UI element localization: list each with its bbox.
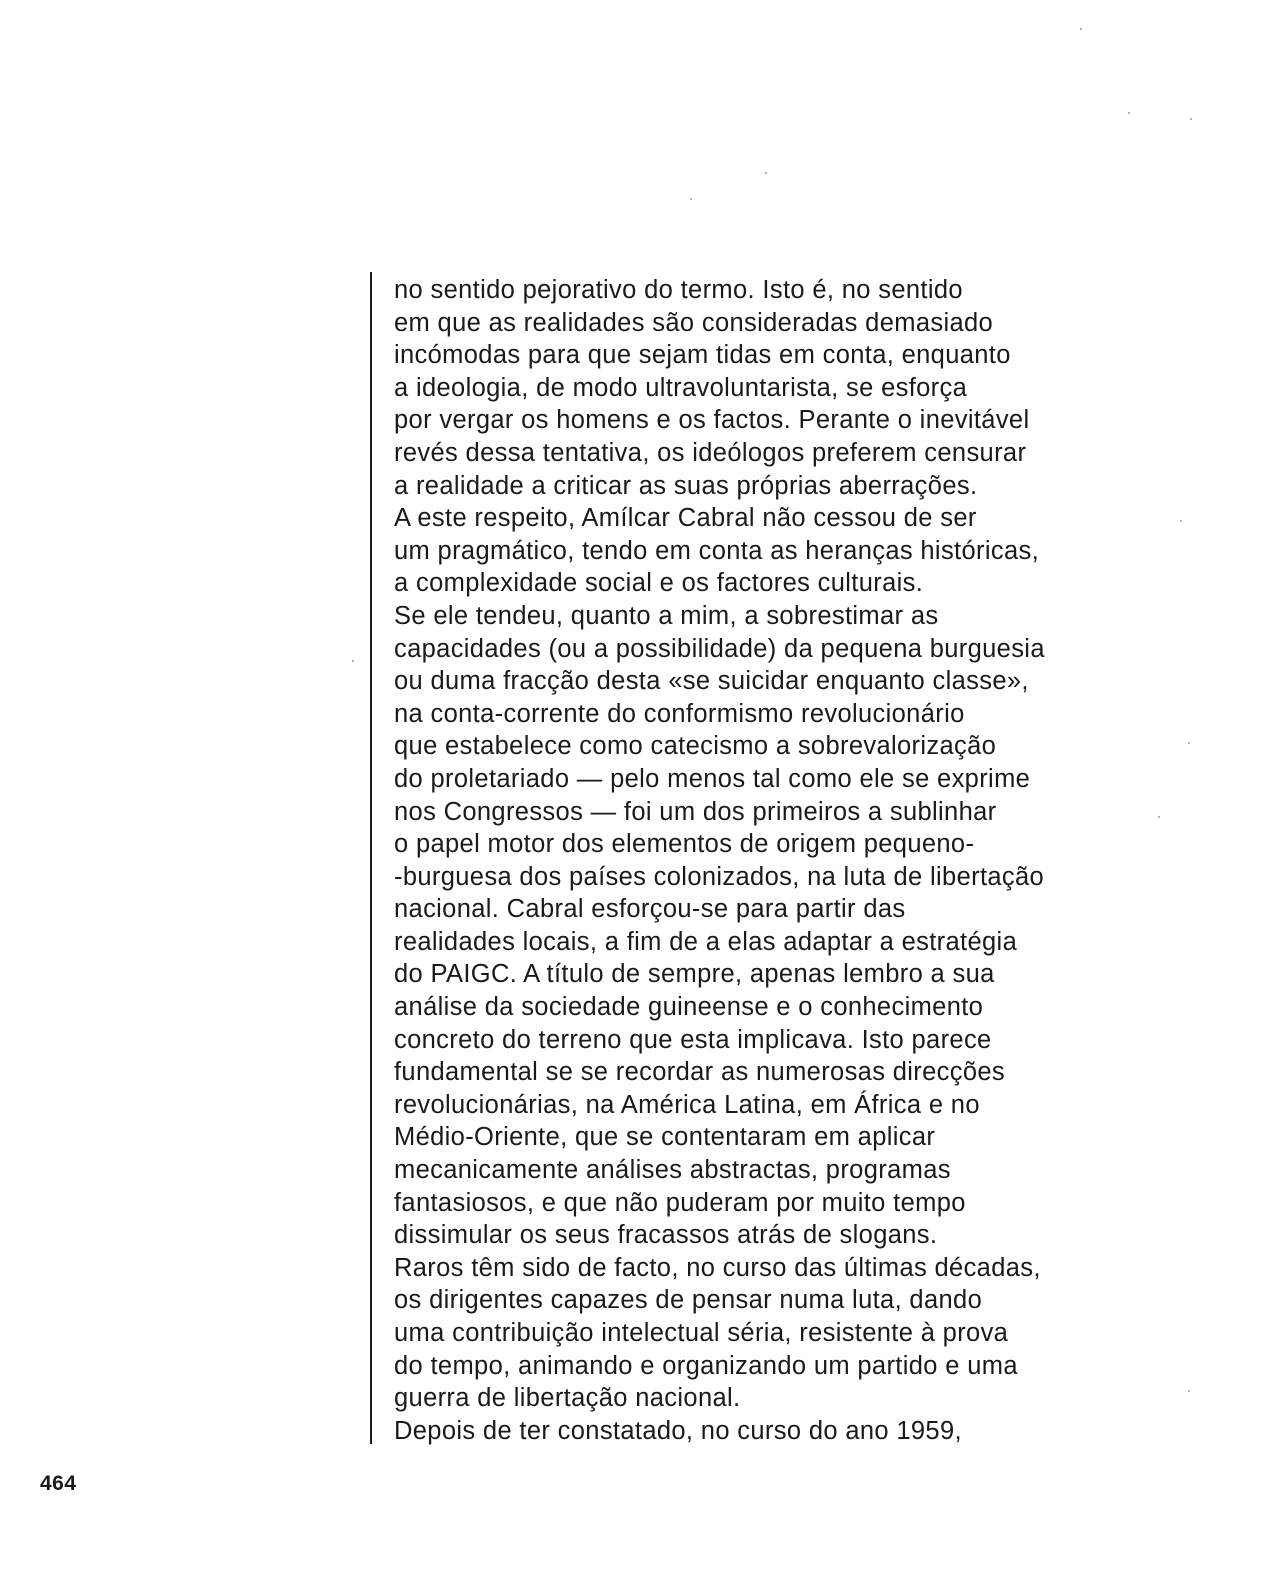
text-line: os dirigentes capazes de pensar numa luta, dando bbox=[394, 1286, 983, 1315]
text-line: a ideologia, de modo ultravoluntarista, se esforça bbox=[394, 373, 968, 402]
scan-speck bbox=[1188, 742, 1190, 744]
scan-speck bbox=[352, 660, 354, 662]
text-line: Depois de ter constatado, no curso do ano 1959, bbox=[394, 1416, 962, 1445]
text-line: guerra de libertação nacional. bbox=[394, 1384, 741, 1413]
scan-speck bbox=[1128, 112, 1130, 114]
text-line: capacidades (ou a possibilidade) da pequena burguesia bbox=[394, 634, 1045, 663]
scan-speck bbox=[1190, 118, 1192, 120]
text-line: fantasiosos, e que não puderam por muito tempo bbox=[394, 1188, 966, 1217]
text-line: Raros têm sido de facto, no curso das últimas décadas, bbox=[394, 1253, 1041, 1282]
text-line: mecanicamente análises abstractas, programas bbox=[394, 1156, 951, 1185]
text-line: -burguesa dos países colonizados, na luta de libertação bbox=[394, 862, 1045, 891]
text-line: o papel motor dos elementos de origem pequeno- bbox=[394, 830, 975, 859]
text-line: do tempo, animando e organizando um partido e uma bbox=[394, 1351, 1018, 1380]
text-line: a complexidade social e os factores culturais. bbox=[394, 569, 924, 598]
scan-speck bbox=[1080, 28, 1082, 30]
text-line: realidades locais, a fim de a elas adaptar a estratégia bbox=[394, 927, 1018, 956]
page-number: 464 bbox=[40, 1472, 77, 1495]
text-line: uma contribuição intelectual séria, resistente à prova bbox=[394, 1319, 1009, 1347]
text-line: na conta-corrente do conformismo revolucionário bbox=[394, 699, 965, 728]
scan-speck bbox=[1180, 520, 1182, 522]
text-line: incómodas para que sejam tidas em conta, enquanto bbox=[394, 341, 1011, 370]
text-line: revolucionárias, na América Latina, em África e no bbox=[394, 1090, 980, 1119]
margin-rule bbox=[370, 272, 372, 1444]
text-line: que estabelece como catecismo a sobrevalorização bbox=[394, 732, 997, 761]
text-line: em que as realidades são consideradas demasiado bbox=[394, 308, 994, 337]
text-line: Se ele tendeu, quanto a mim, a sobrestimar as bbox=[394, 601, 939, 630]
text-line: nacional. Cabral esforçou-se para partir das bbox=[394, 895, 906, 924]
text-line: Médio-Oriente, que se contentaram em aplicar bbox=[394, 1123, 936, 1152]
text-line: concreto do terreno que esta implicava. Isto parece bbox=[394, 1025, 992, 1054]
text-line: análise da sociedade guineense e o conhecimento bbox=[394, 993, 984, 1022]
text-line: nos Congressos — foi um dos primeiros a sublinhar bbox=[394, 797, 997, 826]
text-line: do PAIGC. A título de sempre, apenas lembro a sua bbox=[394, 960, 995, 989]
text-line: por vergar os homens e os factos. Perante o inevitável bbox=[394, 406, 1030, 435]
text-line: dissimular os seus fracassos atrás de slogans. bbox=[394, 1221, 938, 1250]
scan-speck bbox=[1188, 1390, 1190, 1392]
text-line: a realidade a criticar as suas próprias aberrações. bbox=[394, 471, 978, 500]
text-line: no sentido pejorativo do termo. Isto é, no sentido bbox=[394, 276, 963, 304]
scan-speck bbox=[765, 172, 767, 174]
text-line: ou duma fracção desta «se suicidar enquanto classe», bbox=[394, 667, 1029, 696]
body-text bbox=[394, 274, 1206, 1447]
scan-speck bbox=[690, 198, 692, 200]
text-line: revés dessa tentativa, os ideólogos preferem censurar bbox=[394, 438, 1027, 467]
text-line: fundamental se se recordar as numerosas direcções bbox=[394, 1058, 1006, 1087]
scan-speck bbox=[1158, 816, 1160, 818]
text-line: do proletariado — pelo menos tal como ele se exprime bbox=[394, 764, 1031, 793]
text-line: A este respeito, Amílcar Cabral não cessou de ser bbox=[394, 504, 977, 533]
text-line: um pragmático, tendo em conta as heranças históricas, bbox=[394, 536, 1040, 565]
